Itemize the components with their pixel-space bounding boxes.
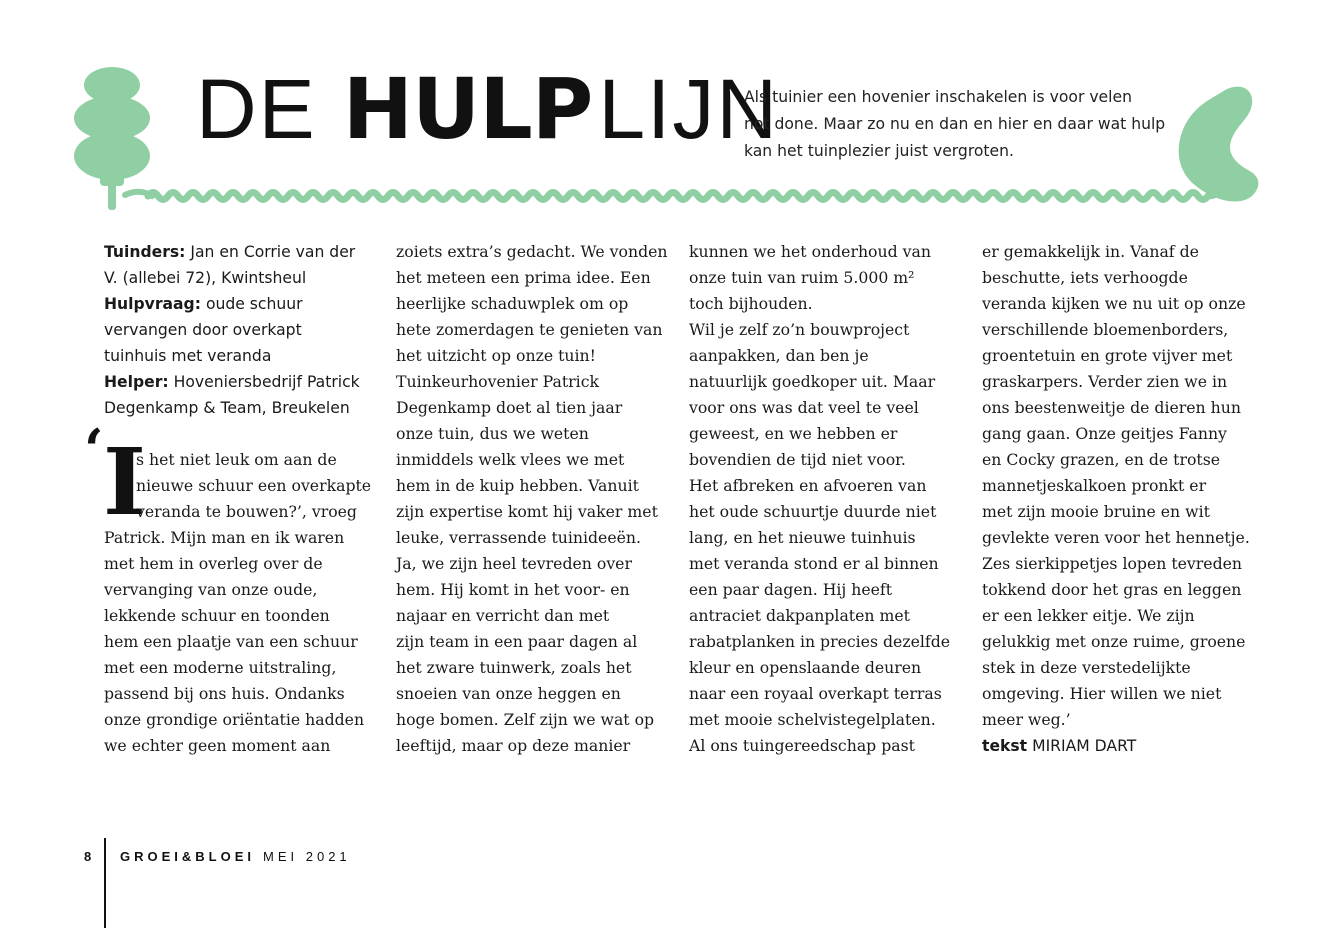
page-footer — [84, 846, 351, 866]
body-line: ons beestenweitje de dieren hun — [982, 398, 1241, 417]
body-line: Ja, we zijn heel tevreden over — [396, 554, 632, 573]
body-line: veranda te bouwen?’, vroeg — [136, 502, 357, 521]
body-line: Patrick. Mijn man en ik waren — [104, 528, 345, 547]
body-line: hete zomerdagen te genieten van — [396, 320, 663, 339]
issue-date: MEI 2021 — [263, 848, 351, 864]
body-line: het meteen een prima idee. Een — [396, 268, 651, 287]
body-line: er gemakkelijk in. Vanaf de — [982, 242, 1199, 261]
body-line: omgeving. Hier willen we niet — [982, 684, 1222, 703]
body-line: zoiets extra’s gedacht. We vonden — [396, 242, 668, 261]
title-prefix: DE — [196, 62, 317, 156]
magazine-name: GROEI&BLOEI — [120, 848, 256, 864]
body-line: toch bijhouden. — [689, 294, 813, 313]
body-line: met hem in overleg over de — [104, 554, 323, 573]
article-column-4 — [982, 239, 1257, 759]
open-quote-mark: ‘ — [84, 417, 104, 483]
body-line: passend bij ons huis. Ondanks — [104, 684, 345, 703]
body-line: gelukkig met onze ruime, groene — [982, 632, 1246, 651]
body-line: beschutte, iets verhoogde — [982, 268, 1188, 287]
intro-line: kan het tuinplezier juist vergroten. — [744, 142, 1014, 160]
body-line: verschillende bloemenborders, — [982, 320, 1229, 339]
byline-label: tekst — [982, 737, 1028, 755]
body-line: najaar en verricht dan met — [396, 606, 610, 625]
body-line: er een lekker eitje. We zijn — [982, 606, 1195, 625]
body-line: groentetuin en grote vijver met — [982, 346, 1233, 365]
title-suffix: LIJN — [598, 62, 780, 156]
drop-cap: I — [103, 428, 147, 536]
body-line: s het niet leuk om aan de — [136, 450, 337, 469]
body-line: graskarpers. Verder zien we in — [982, 372, 1228, 391]
body-line: nieuwe schuur een overkapte — [136, 476, 372, 495]
body-line: heerlijke schaduwplek om op — [396, 294, 629, 313]
intro-line: not done. Maar zo nu en dan en hier en daar wat hulp — [744, 115, 1166, 133]
body-line: Degenkamp doet al tien jaar — [396, 398, 623, 417]
page-number: 8 — [84, 848, 92, 864]
body-line: Al ons tuingereedschap past — [689, 736, 915, 755]
body-line: onze tuin van ruim 5.000 m² — [689, 268, 915, 287]
tuinders-value: Jan en Corrie van der — [190, 243, 356, 261]
body-line: onze grondige oriëntatie hadden — [104, 710, 365, 729]
hulpvraag-value-cont: vervangen door overkapt — [104, 321, 302, 339]
hulpvraag-label: Hulpvraag: — [104, 295, 201, 313]
body-line: we echter geen moment aan — [104, 736, 331, 755]
hulpvraag-value-cont: tuinhuis met veranda — [104, 347, 272, 365]
body-line: het zware tuinwerk, zoals het — [396, 658, 632, 677]
body-line: met een moderne uitstraling, — [104, 658, 337, 677]
body-line: mannetjeskalkoen pronkt er — [982, 476, 1207, 495]
body-line: lekkende schuur en toonden — [104, 606, 330, 625]
body-line: tokkend door het gras en leggen — [982, 580, 1242, 599]
helper-value-cont: Degenkamp & Team, Breukelen — [104, 399, 350, 417]
body-line: Tuinkeurhovenier Patrick — [396, 372, 599, 391]
helper-label: Helper: — [104, 373, 169, 391]
intro-text — [744, 84, 1214, 165]
body-line: het uitzicht op onze tuin! — [396, 346, 596, 365]
body-line: geweest, en we hebben er — [689, 424, 898, 443]
body-line: vervanging van onze oude, — [104, 580, 318, 599]
body-line: kleur en openslaande deuren — [689, 658, 922, 677]
handset-left-icon — [74, 67, 150, 210]
body-line: hem in de kuip hebben. Vanuit — [396, 476, 639, 495]
body-line: voor ons was dat veel te veel — [689, 398, 919, 417]
footer-divider — [104, 838, 106, 928]
body-line: met zijn mooie bruine en wit — [982, 502, 1210, 521]
body-line: snoeien van onze heggen en — [396, 684, 621, 703]
body-line: een paar dagen. Hij heeft — [689, 580, 893, 599]
body-line: zijn team in een paar dagen al — [396, 632, 638, 651]
body-line: Zes sierkippetjes lopen tevreden — [982, 554, 1242, 573]
body-line: antraciet dakpanplaten met — [689, 606, 910, 625]
body-line: met mooie schelvistegelplaten. — [689, 710, 936, 729]
body-line: hem. Hij komt in het voor- en — [396, 580, 630, 599]
body-line: Wil je zelf zo’n bouwproject — [689, 320, 910, 339]
body-line: aanpakken, dan ben je — [689, 346, 869, 365]
body-line: gevlekte veren voor het hennetje. — [982, 528, 1250, 547]
body-line: lang, en het nieuwe tuinhuis — [689, 528, 916, 547]
body-line: en Cocky grazen, en de trotse — [982, 450, 1221, 469]
body-line: zijn expertise komt hij vaker met — [396, 502, 658, 521]
body-line: het oude schuurtje duurde niet — [689, 502, 937, 521]
body-line: leuke, verrassende tuinideeën. — [396, 528, 641, 547]
body-line: naar een royaal overkapt terras — [689, 684, 942, 703]
body-line: leeftijd, maar op deze manier — [396, 736, 631, 755]
body-line: bovendien de tijd niet voor. — [689, 450, 906, 469]
body-line: met veranda stond er al binnen — [689, 554, 939, 573]
body-line: rabatplanken in precies dezelfde — [689, 632, 951, 651]
article-column-2 — [396, 239, 671, 759]
byline-name: MIRIAM DART — [1032, 737, 1137, 755]
body-line: stek in deze verstedelijkte — [982, 658, 1191, 677]
body-line: natuurlijk goedkoper uit. Maar — [689, 372, 936, 391]
body-line: gang gaan. Onze geitjes Fanny — [982, 424, 1227, 443]
article-column-3 — [689, 239, 964, 759]
helper-value: Hoveniersbedrijf Patrick — [173, 373, 360, 391]
body-line: meer weg.’ — [982, 710, 1071, 729]
title-bold: HULP — [342, 60, 593, 158]
tuinders-value-cont: V. (allebei 72), Kwintsheul — [104, 269, 307, 287]
tuinders-label: Tuinders: — [104, 243, 186, 261]
body-line: onze tuin, dus we weten — [396, 424, 589, 443]
body-line: veranda kijken we nu uit op onze — [982, 294, 1246, 313]
body-line: hoge bomen. Zelf zijn we wat op — [396, 710, 655, 729]
page-title — [196, 60, 779, 170]
body-line: hem een plaatje van een schuur — [104, 632, 358, 651]
body-line: Het afbreken en afvoeren van — [689, 476, 927, 495]
body-line: kunnen we het onderhoud van — [689, 242, 931, 261]
intro-line: Als tuinier een hovenier inschakelen is voor velen — [744, 88, 1132, 106]
body-line: inmiddels welk vlees we met — [396, 450, 625, 469]
byline — [982, 733, 1257, 759]
hulpvraag-value: oude schuur — [205, 295, 303, 313]
facts-box — [104, 239, 374, 421]
